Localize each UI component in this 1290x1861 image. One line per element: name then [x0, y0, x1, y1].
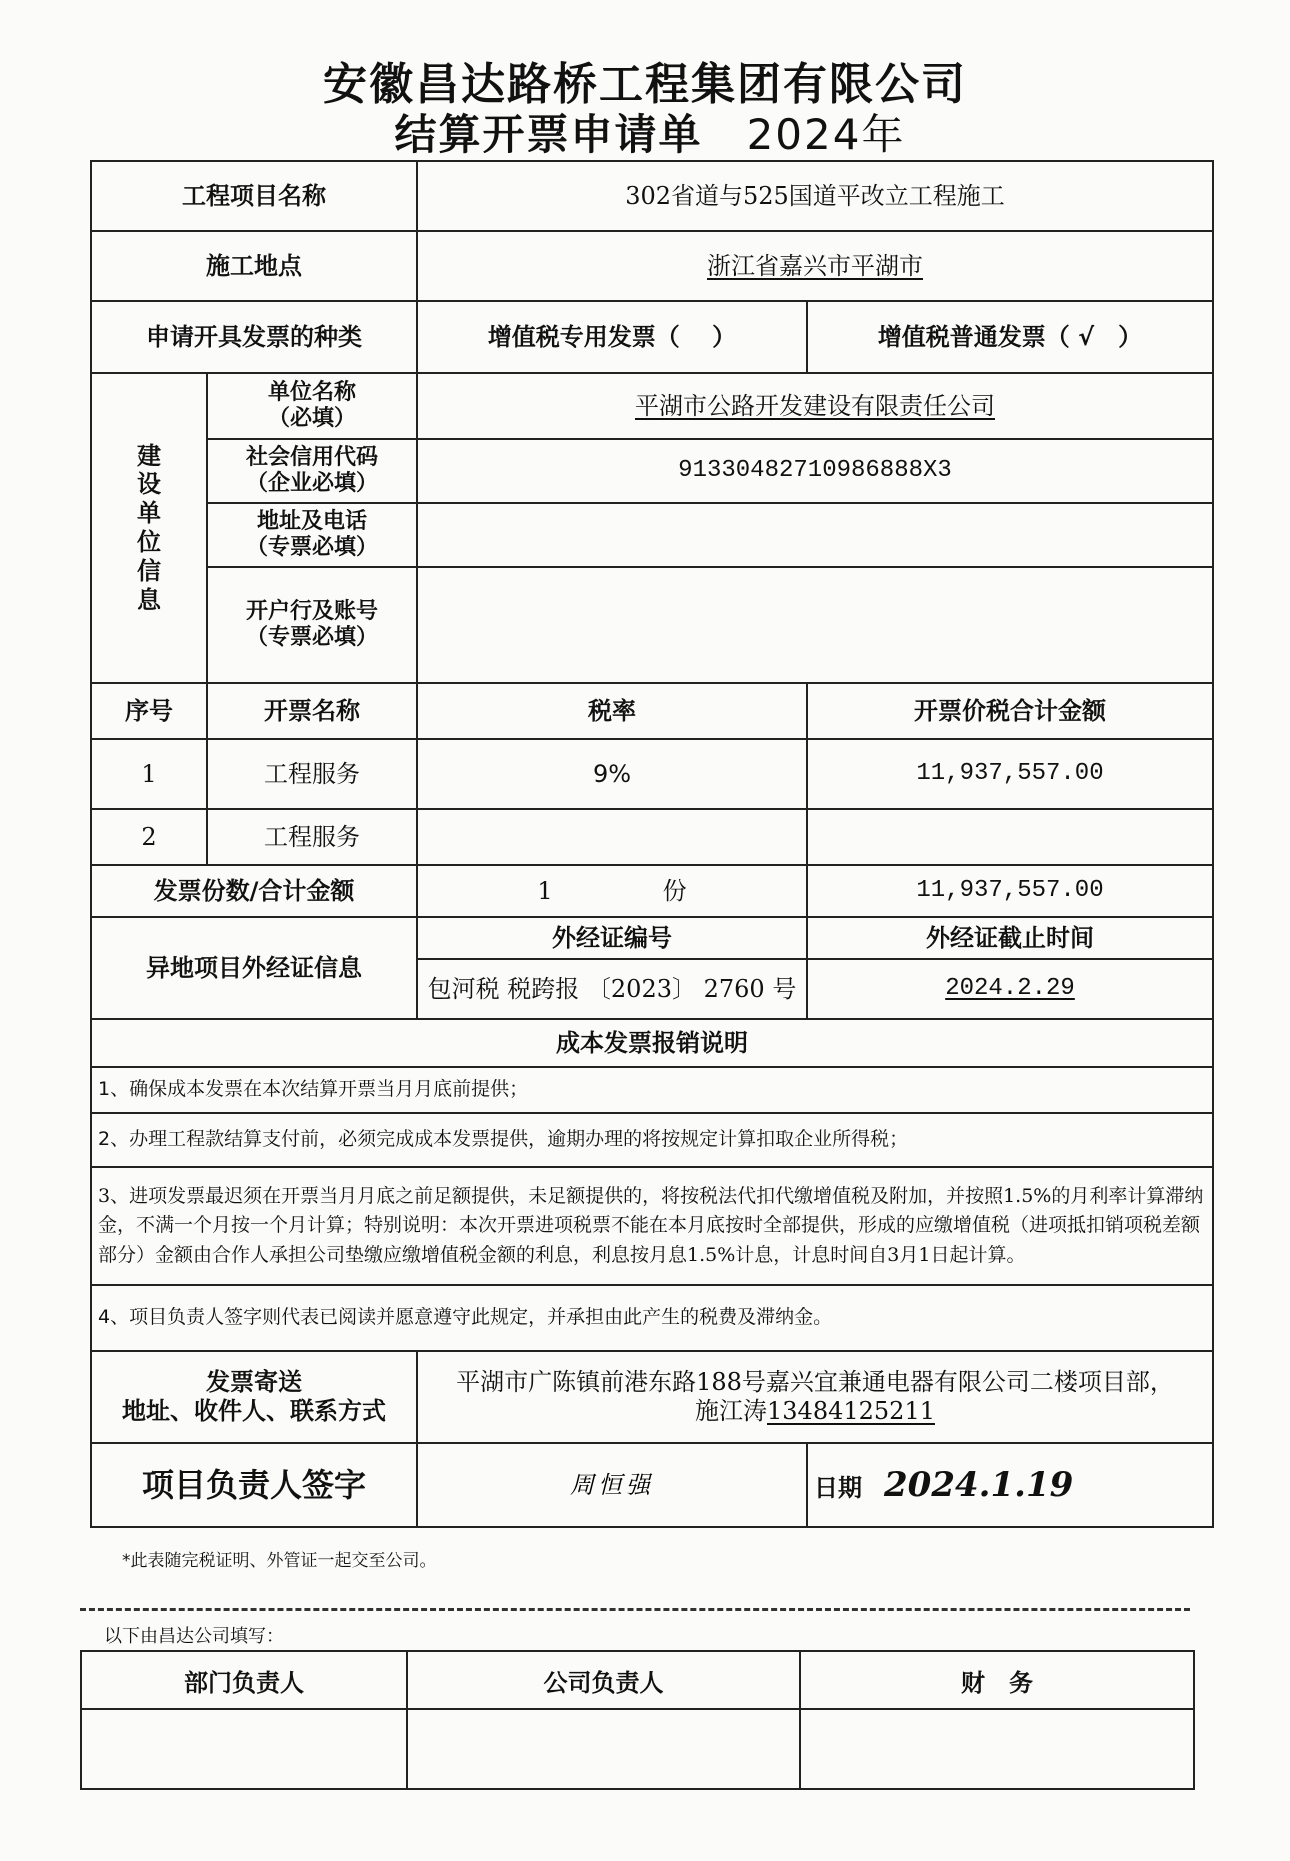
header-amount: 开票价税合计金额: [807, 683, 1213, 739]
unit-name-text: 平湖市公路开发建设有限责任公司: [635, 391, 995, 420]
total-amount: 11,937,557.00: [807, 865, 1213, 917]
construction-unit-group-label: [91, 373, 207, 683]
date-cell: [807, 1443, 1213, 1527]
bank-account-value: [417, 567, 1213, 683]
note-1: 1、确保成本发票在本次结算开票当月月底前提供；: [91, 1067, 1213, 1113]
bank-account-label: 开户行及账号 （专票必填）: [207, 567, 417, 683]
company-fill-note: 以下由昌达公司填写：: [104, 1626, 284, 1647]
document-title: 安徽昌达路桥工程集团有限公司: [323, 59, 967, 110]
location-label: 施工地点: [91, 231, 417, 301]
item-no: 2: [91, 809, 207, 865]
mailing-recipient: 施江涛: [695, 1397, 768, 1425]
company-head-signature-box: [407, 1709, 800, 1789]
item-name: 工程服务: [207, 809, 417, 865]
mailing-label: [91, 1351, 417, 1443]
cost-invoice-title: 成本发票报销说明: [91, 1019, 1213, 1067]
item-amount: [807, 809, 1213, 865]
note-4: 4、项目负责人签字则代表已阅读并愿意遵守此规定，并承担由此产生的税费及滞纳金。: [91, 1285, 1213, 1351]
date-value: 2024.1.19: [884, 1464, 1074, 1505]
table-row: [91, 739, 1213, 809]
address-phone-label: 地址及电话 （专票必填）: [207, 503, 417, 567]
approval-table: [80, 1650, 1195, 1790]
location-text: 浙江省嘉兴市平湖市: [707, 251, 923, 280]
mailing-label-line2: 地址、收件人、联系方式: [122, 1397, 386, 1425]
permit-number-label: 外经证编号: [417, 917, 807, 959]
permit-number-value: 包河税 税跨报 〔2023〕 2760 号: [417, 959, 807, 1019]
finance-label: 财 务: [800, 1651, 1194, 1709]
total-count-unit: 份: [662, 876, 687, 905]
mailing-value: [417, 1351, 1213, 1443]
footnote: *此表随完税证明、外管证一起交至公司。: [122, 1551, 437, 1571]
credit-code-value: 91330482710986888X3: [417, 439, 1213, 503]
note-2: 2、办理工程款结算支付前，必须完成成本发票提供，逾期办理的将按规定计算扣取企业所得税；: [91, 1113, 1213, 1167]
dept-head-signature-box: [81, 1709, 407, 1789]
invoice-type-normal: 增值税普通发票（ √ ）: [807, 301, 1213, 373]
item-rate: 9%: [417, 739, 807, 809]
date-label: 日期: [814, 1473, 862, 1502]
item-rate: [417, 809, 807, 865]
location-value: [417, 231, 1213, 301]
total-count: 1: [537, 876, 553, 905]
invoice-type-label: 申请开具发票的种类: [91, 301, 417, 373]
total-count-cell: [417, 865, 807, 917]
cut-line-divider: [80, 1608, 1190, 1611]
item-no: 1: [91, 739, 207, 809]
project-name-label: 工程项目名称: [91, 161, 417, 231]
note-3: 3、进项发票最迟须在开票当月月底之前足额提供，未足额提供的，将按税法代扣代缴增值税及附加，并按照1.5%的月利率计算滞纳金，不满一个月按一个月计算；特别说明：本次开票进项税票不能在本月底按时全部提供，形成的应缴增值税（进项抵扣销项税差额部分）金额由合作人承担公司垫缴应缴增值税金额的利息，利息按月息1.5%计息，计息时间自3月1日起计算。: [91, 1167, 1213, 1285]
permit-deadline-text: 2024.2.29: [945, 974, 1075, 1002]
invoice-type-special: 增值税专用发票（ ）: [417, 301, 807, 373]
document-subtitle: [0, 102, 1290, 162]
invoice-request-table: [90, 160, 1214, 1528]
item-amount: 11,937,557.00: [807, 739, 1213, 809]
project-leader-signature: 周恒强: [417, 1443, 807, 1527]
mailing-label-line1: 发票寄送: [206, 1368, 302, 1397]
finance-signature-box: [800, 1709, 1194, 1789]
header-no: 序号: [91, 683, 207, 739]
mailing-contact: [418, 1397, 1212, 1426]
construction-unit-group-text: 建设单位信息: [137, 441, 161, 614]
permit-label: 异地项目外经证信息: [91, 917, 417, 1019]
project-name-value: 302省道与525国道平改立工程施工: [417, 161, 1213, 231]
mailing-phone: 13484125211: [767, 1397, 935, 1425]
dept-head-label: 部门负责人: [81, 1651, 407, 1709]
address-phone-value: [417, 503, 1213, 567]
credit-code-label: 社会信用代码 （企业必填）: [207, 439, 417, 503]
unit-name-value: [417, 373, 1213, 439]
permit-deadline-label: 外经证截止时间: [807, 917, 1213, 959]
form-name: 结算开票申请单: [394, 110, 703, 159]
table-row: [91, 809, 1213, 865]
signature-label: 项目负责人签字: [91, 1443, 417, 1527]
total-label: 发票份数/合计金额: [91, 865, 417, 917]
mailing-address: 平湖市广陈镇前港东路188号嘉兴宜兼通电器有限公司二楼项目部，: [456, 1368, 1174, 1397]
company-head-label: 公司负责人: [407, 1651, 800, 1709]
header-tax-rate: 税率: [417, 683, 807, 739]
item-name: 工程服务: [207, 739, 417, 809]
unit-name-label: 单位名称 （必填）: [207, 373, 417, 439]
permit-deadline-value: [807, 959, 1213, 1019]
form-year: 2024年: [746, 110, 906, 159]
header-invoice-name: 开票名称: [207, 683, 417, 739]
